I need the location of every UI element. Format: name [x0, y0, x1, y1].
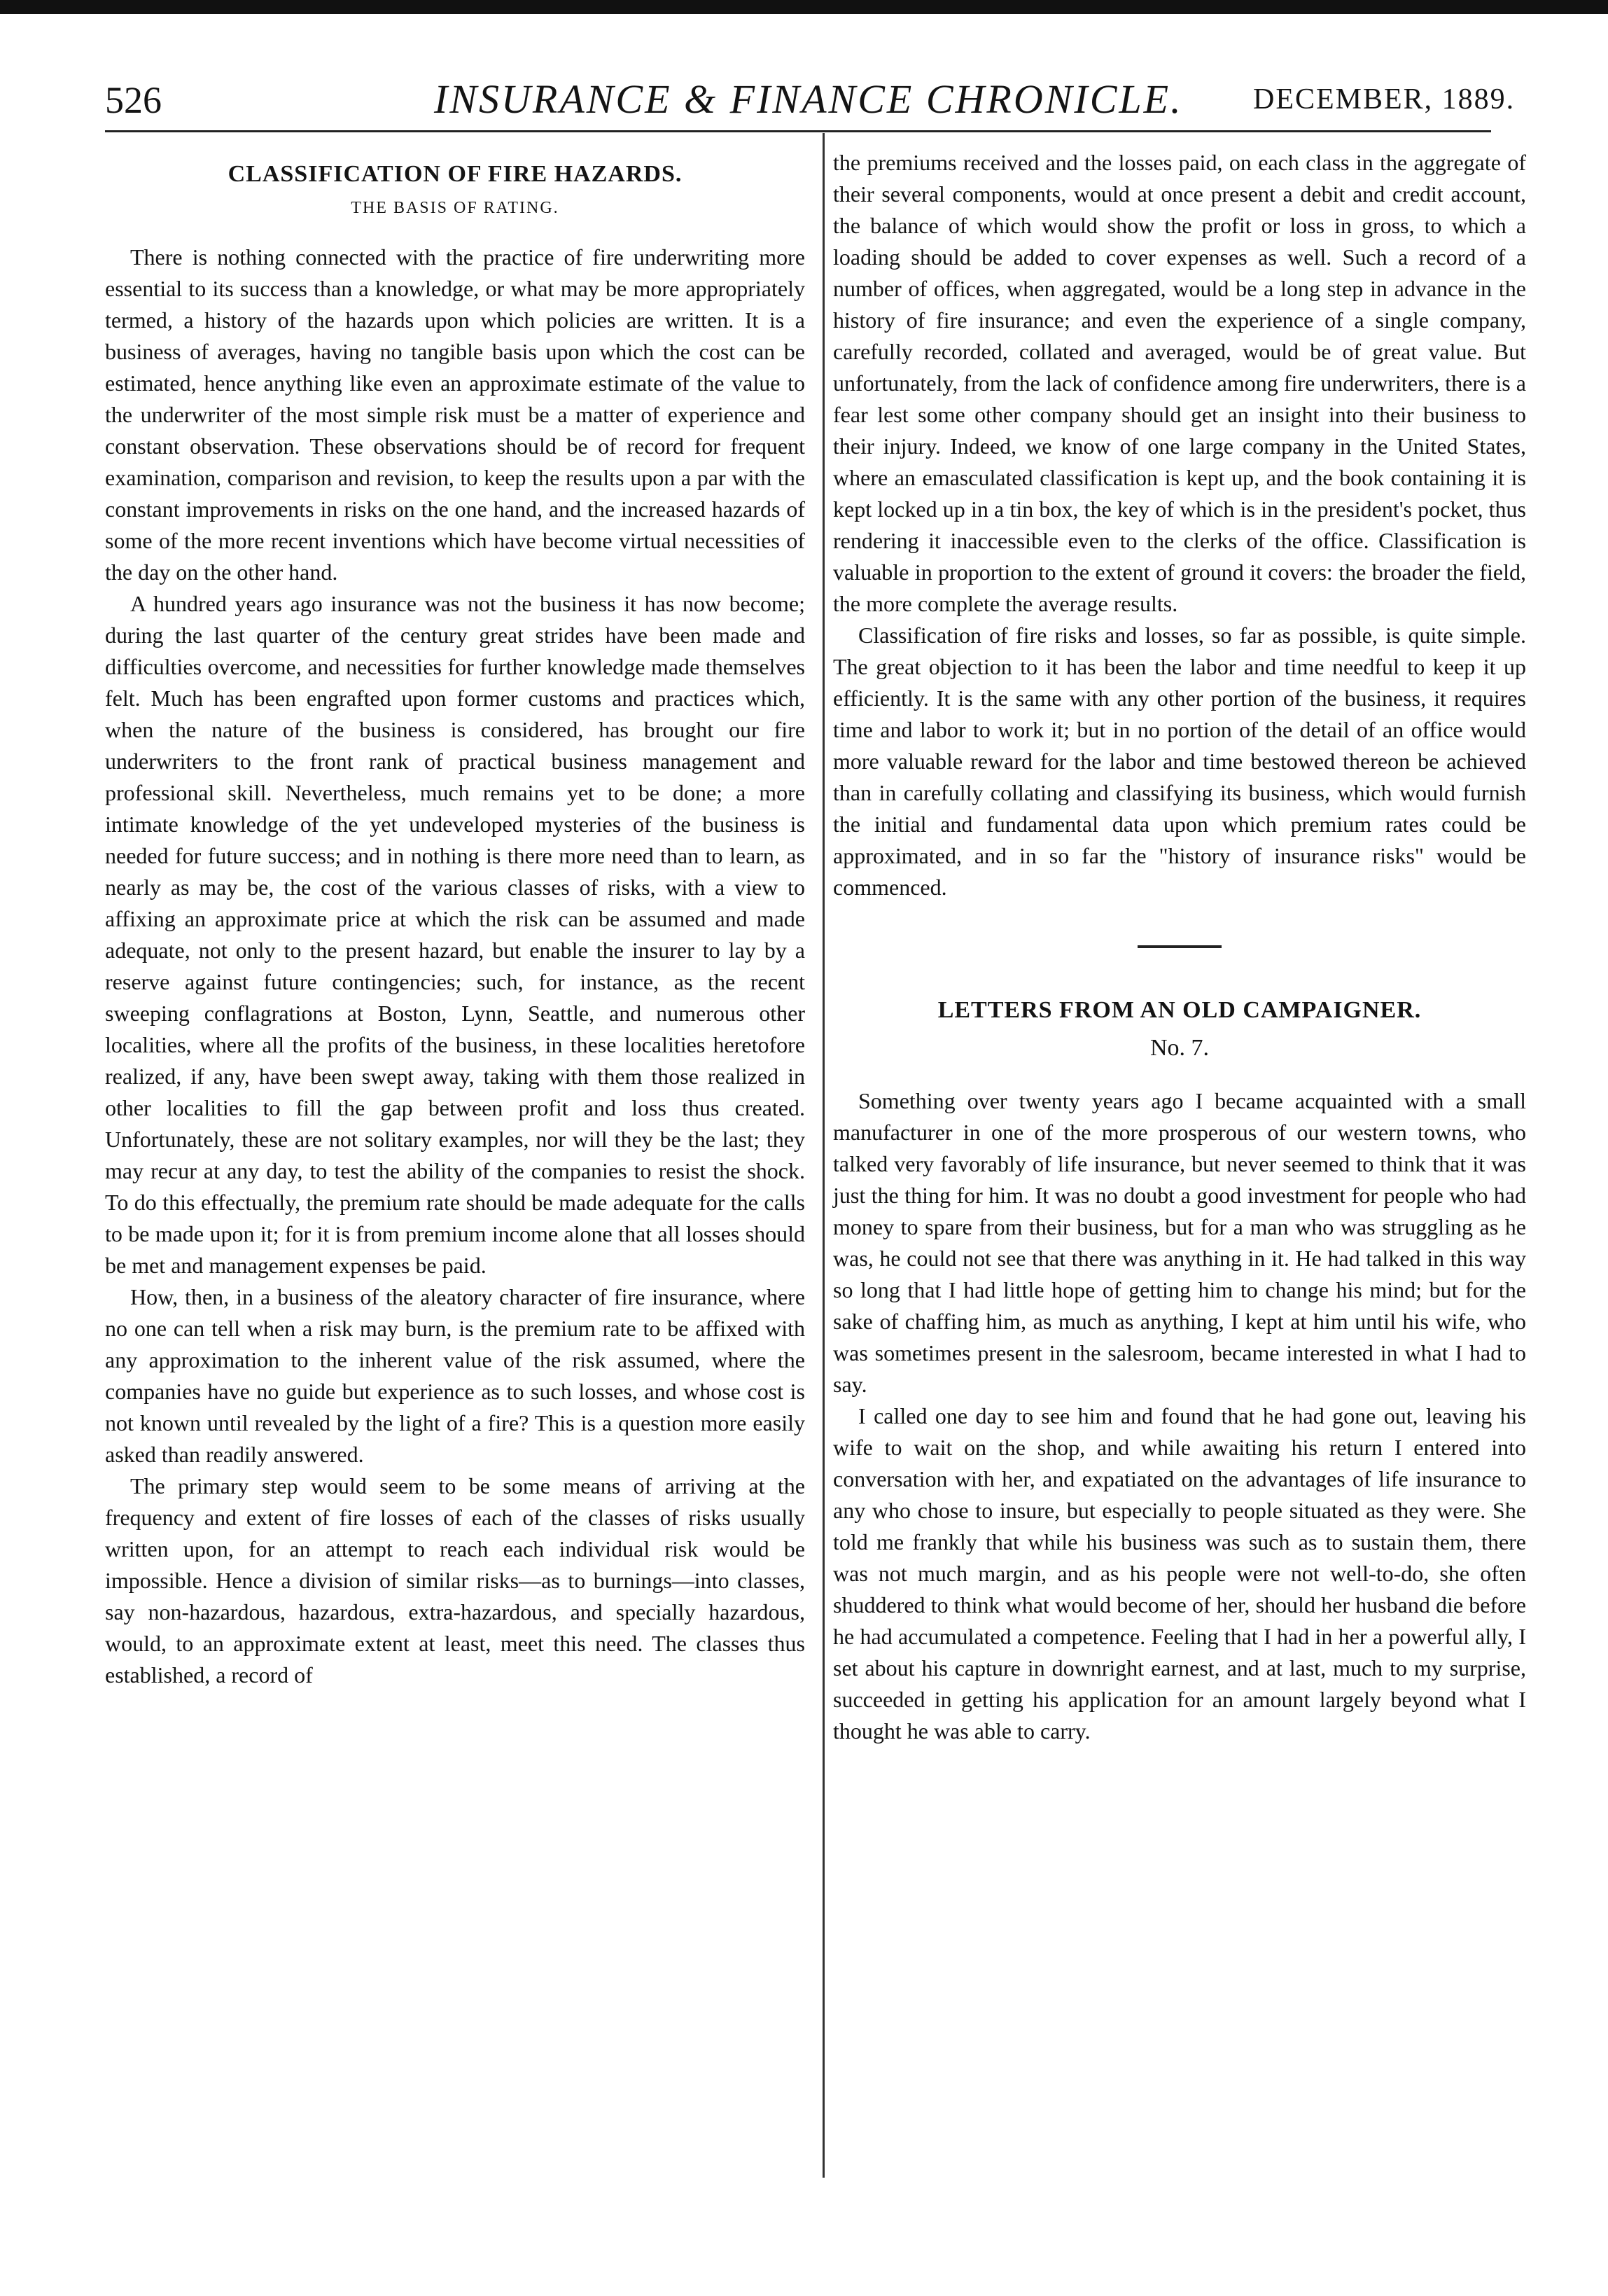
journal-title: INSURANCE & FINANCE CHRONICLE. [434, 76, 1183, 122]
issue-date: DECEMBER, 1889. [1253, 83, 1516, 116]
section-divider [1138, 945, 1222, 948]
paragraph-continued: the premiums received and the losses paid, on each class in the aggregate of their several components, would at once present a debit and credit account, the balance of which would show the profit or loss in gross, to which a loading should be added to cover expenses as well. Such a record of a number of offices, when aggregated, would be a long step in advance in the history of fire insurance; and even the experience of a single company, carefully recorded, collated and averaged, would be of great value. But unfortunately, from the lack of confidence among fire underwriters, there is a fear lest some other company should get an insight into their business to their injury. Indeed, we know of one large company in the United States, where an emasculated classification is kept up, and the book containing it is kept locked up in a tin box, the key of which is in the president's pocket, thus rendering it inaccessible even to the clerks of the office. Classification is valuable in proportion to the extent of ground it covers: the broader the field, the more complete the average results. [833, 150, 1526, 616]
paragraph: How, then, in a business of the aleatory character of fire insurance, where no one can tell when a risk may burn, is the premium rate to be affixed with any approximation to the inherent value of the risk assumed, where the companies have no guide but experience as to such losses, and whose cost is not known until revealed by the light of a fire? This is a question more easily asked than readily answered. [105, 1284, 805, 1467]
column-divider [823, 133, 825, 2178]
paragraph: Something over twenty years ago I became acquainted with a small manufacturer in one of the more prosperous of our western towns, who talked very favorably of life insurance, but never seemed to think that it was just the thing for him. It was no doubt a good investment for people who had money to spare from their business, but for a man who was struggling as he was, he could not see that there was anything in it. He had talked in this way so long that I had little hope of getting him to change his mind; but for the sake of chaffing him, as much as anything, I kept at him until his wife, who was sometimes present in the salesroom, became interested in what I had to say. [833, 1088, 1526, 1397]
paragraph: I called one day to see him and found that he had gone out, leaving his wife to wait on the shop, and while awaiting his return I entered into conversation with her, and expatiated on the advantages of life insurance to any who chose to insure, but especially to people situated as they were. She told me frankly that while his business was such as to sustain them, there was not much margin, and as his people were not well-to-do, she often shuddered to think what would become of her, should her husband die before he had accumulated a competence. Feeling that I had in her a powerful ally, I set about his capture in downright earnest, and at last, much to my surprise, succeeded in getting his application for an amount largely beyond what I thought he was able to carry. [833, 1403, 1526, 1744]
paragraph: There is nothing connected with the practice of fire underwriting more essential to its success than a knowledge, or what may be more appropriately termed, a history of the hazards upon which policies are written. It is a business of averages, having no tangible basis upon which the cost can be estimated, hence anything like even an approximate estimate of the value to the underwriter of the most simple risk must be a matter of experience and constant observation. These observations should be of record for frequent examination, comparison and revision, to keep the results upon a par with the constant improvements in risks on the one hand, and the increased hazards of some of the more recent inventions which have become virtual necessities of the day on the other hand. [105, 244, 805, 585]
article-subtitle: THE BASIS OF RATING. [351, 199, 559, 217]
paragraph: A hundred years ago insurance was not the business it has now become; during the last quarter of the century great strides have been made and difficulties overcome, and necessities for further knowledge made themselves felt. Much has been engrafted upon former customs and practices which, when the nature of the business is considered, has brought our fire underwriters to the front rank of practical business management and professional skill. Nevertheless, much remains yet to be done; a more intimate knowledge of the yet undeveloped mysteries of the business is needed for future success; and in nothing is there more need than to learn, as nearly as may be, the cost of the various classes of risks, with a view to affixing an approximate price at which the risk can be assumed and made adequate, not only to the present hazard, but enable the insurer to lay by a reserve against future contingencies; such, for instance, as the recent sweeping conflagrations at Boston, Lynn, Seattle, and numerous other localities, where all the profits of the business, in these localities heretofore realized, if any, have been swept away, taking with them those realized in other localities to fill the gap between profit and loss thus created. Unfortunately, these are not solitary examples, nor will they be the last; they may recur at any day, to test the ability of the companies to resist the shock. To do this effectually, the premium rate should be made adequate for the calls to be made upon it; for it is from premium income alone that all losses should be met and management expenses be paid. [105, 591, 805, 1278]
running-head [0, 70, 1608, 126]
paragraph: The primary step would seem to be some means of arriving at the frequency and extent of fire losses of each of the classes of risks usually written upon, for an attempt to reach each individual risk would be impossible. Hence a division of similar risks—as to burnings—into classes, say non-hazardous, hazardous, extra-hazardous, and specially hazardous, would, to an approximate extent at least, meet this need. The classes thus established, a record of [105, 1473, 805, 1688]
article-title: LETTERS FROM AN OLD CAMPAIGNER. [937, 997, 1422, 1023]
page-number: 526 [105, 79, 162, 121]
paragraph: Classification of fire risks and losses, so far as possible, is quite simple. The great objection to it has been the labor and time needful to keep it up efficiently. It is the same with any other portion of the business, it requires time and labor to work it; but in no portion of the detail of an office would more valuable reward for the labor and time bestowed thereon be achieved than in carefully collating and classifying its business, which would furnish the initial and fundamental data upon which premium rates could be approximated, and in so far the "history of insurance risks" would be commenced. [833, 622, 1526, 900]
header-rule [105, 130, 1491, 132]
left-column [105, 154, 805, 1691]
right-column [833, 147, 1526, 1747]
top-border [0, 0, 1608, 14]
article-title: CLASSIFICATION OF FIRE HAZARDS. [228, 161, 683, 187]
article-number: No. 7. [1149, 1035, 1210, 1061]
